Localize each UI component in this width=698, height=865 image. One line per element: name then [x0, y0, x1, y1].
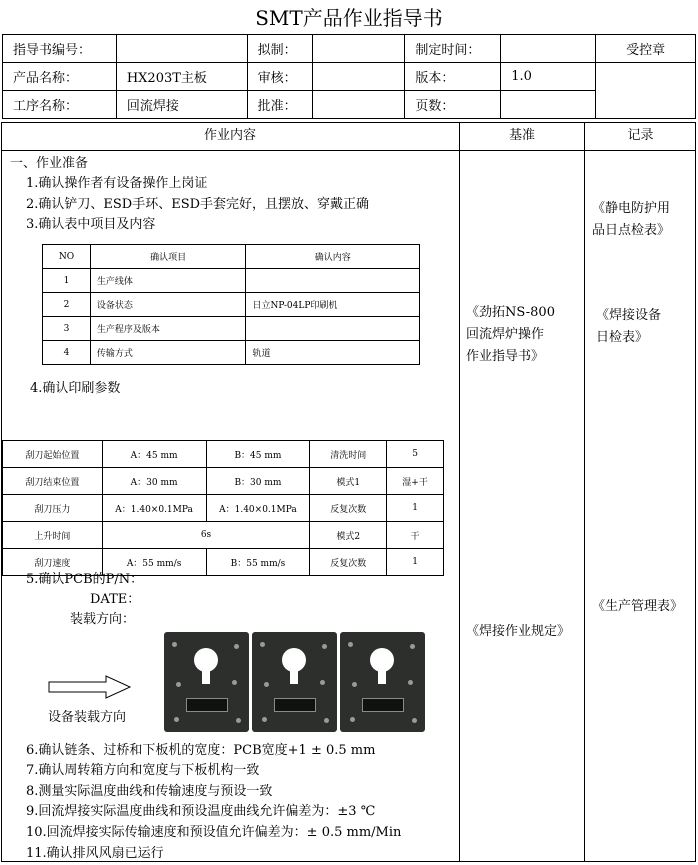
param-cell: A：1.40×0.1MPa [206, 495, 310, 522]
load-direction-label: 设备装载方向 [48, 710, 127, 725]
confirm-cell: 轨道 [246, 341, 420, 365]
label-product-name: 产品名称： [3, 63, 117, 91]
header-table [2, 34, 696, 119]
step-6: 6.确认链条、过桥和下板机的宽度：PCB宽度+1 ± 0.5 mm [26, 743, 376, 758]
section-heading: 一、作业准备 [10, 156, 89, 171]
print-params-table [2, 440, 444, 576]
param-cell: B：30 mm [206, 468, 310, 495]
record-esd-checklist: 《静电防护用 品日点检表》 [592, 201, 671, 238]
param-cell: B：55 mm/s [206, 549, 310, 576]
confirm-cell: 3 [43, 317, 91, 341]
record-production-table: 《生产管理表》 [592, 599, 684, 614]
param-cell: 刮刀起始位置 [3, 441, 103, 468]
confirm-cell: 传输方式 [90, 341, 246, 365]
pcb-board [252, 632, 337, 732]
standard-welding-rules: 《焊接作业规定》 [466, 624, 571, 639]
confirm-cell [246, 317, 420, 341]
step-10: 10.回流焊接实际传输速度和预设值允许偏差为：± 0.5 mm/Min [26, 825, 402, 840]
param-cell: 反复次数 [310, 495, 387, 522]
field-create-date [501, 35, 596, 63]
confirm-cell [246, 269, 420, 293]
confirm-cell: 日立NP-04LP印刷机 [246, 293, 420, 317]
table-row [43, 317, 420, 341]
param-cell: A：45 mm [102, 441, 206, 468]
confirm-cell: 生产线体 [90, 269, 246, 293]
param-cell: 1 [387, 495, 444, 522]
label-process-name: 工序名称： [3, 91, 117, 119]
step-7: 7.确认周转箱方向和宽度与下板机构一致 [26, 763, 260, 778]
param-cell: 1 [387, 549, 444, 576]
column-header-standard: 基准 [508, 128, 535, 143]
confirm-head-item: 确认项目 [90, 245, 246, 269]
step-9: 9.回流焊接实际温度曲线和预设温度曲线允许偏差为：±3 ℃ [26, 804, 376, 819]
table-row [43, 269, 420, 293]
stamp-area [596, 63, 696, 119]
table-row [43, 341, 420, 365]
label-drafter: 拟制： [247, 35, 312, 63]
param-cell: 5 [387, 441, 444, 468]
table-row [3, 522, 444, 549]
param-cell: 模式2 [310, 522, 387, 549]
pcb-board [340, 632, 425, 732]
table-row [3, 441, 444, 468]
param-cell: 刮刀压力 [3, 495, 103, 522]
param-cell: A：30 mm [102, 468, 206, 495]
divider-record [584, 122, 585, 862]
record-equipment-checklist: 《焊接设备 日检表》 [596, 308, 662, 345]
param-cell: 上升时间 [3, 522, 103, 549]
param-cell: A：55 mm/s [102, 549, 206, 576]
field-version: 1.0 [501, 63, 596, 91]
field-reviewer [312, 63, 405, 91]
label-approver: 批准： [247, 91, 312, 119]
step-1: 1.确认操作者有设备操作上岗证 [26, 176, 208, 191]
label-reviewer: 审核： [247, 63, 312, 91]
arrow-right-icon [48, 675, 132, 699]
step-3: 3.确认表中项目及内容 [26, 217, 156, 232]
confirm-table [42, 244, 420, 365]
divider-standard [459, 122, 460, 862]
step-4: 4.确认印刷参数 [30, 381, 121, 396]
step-2: 2.确认铲刀、ESD手环、ESD手套完好，且摆放、穿戴正确 [26, 197, 370, 212]
table-row [3, 495, 444, 522]
confirm-head-no: NO [43, 245, 91, 269]
step-5: 5.确认PCB的P/N： [26, 572, 144, 587]
table-row [3, 468, 444, 495]
step-11: 11.确认排风风扇已运行 [26, 846, 164, 861]
label-doc-no: 指导书编号： [3, 35, 117, 63]
param-cell: 6s [102, 522, 310, 549]
field-pages [501, 91, 596, 119]
document-title: SMT产品作业指导书 [255, 6, 443, 30]
column-header-rule [1, 150, 696, 151]
param-cell: 干 [387, 522, 444, 549]
step-8: 8.测量实际温度曲线和传输速度与预设一致 [26, 784, 273, 799]
field-drafter [312, 35, 405, 63]
field-approver [312, 91, 405, 119]
confirm-head-content: 确认内容 [246, 245, 420, 269]
field-process-name: 回流焊接 [116, 91, 247, 119]
field-doc-no [116, 35, 247, 63]
param-cell: 刮刀速度 [3, 549, 103, 576]
step-5-date: DATE： [90, 592, 141, 607]
step-5-load-direction: 装载方向： [70, 612, 136, 627]
label-version: 版本： [405, 63, 501, 91]
label-pages: 页数： [405, 91, 501, 119]
param-cell: 清洗时间 [310, 441, 387, 468]
column-header-content: 作业内容 [203, 128, 256, 143]
confirm-cell: 生产程序及版本 [90, 317, 246, 341]
label-create-date: 制定时间： [405, 35, 501, 63]
controlled-stamp-label: 受控章 [596, 35, 696, 63]
param-cell: A：1.40×0.1MPa [102, 495, 206, 522]
param-cell: 刮刀结束位置 [3, 468, 103, 495]
confirm-cell: 2 [43, 293, 91, 317]
param-cell: B：45 mm [206, 441, 310, 468]
standard-operation-guide: 《劲拓NS-800 回流焊炉操作 作业指导书》 [466, 305, 555, 364]
field-product-name: HX203T主板 [116, 63, 247, 91]
param-cell: 模式1 [310, 468, 387, 495]
confirm-cell: 1 [43, 269, 91, 293]
param-cell: 反复次数 [310, 549, 387, 576]
pcb-board [164, 632, 249, 732]
table-row [43, 293, 420, 317]
confirm-cell: 4 [43, 341, 91, 365]
param-cell: 湿+干 [387, 468, 444, 495]
confirm-cell: 设备状态 [90, 293, 246, 317]
column-header-record: 记录 [627, 128, 654, 143]
